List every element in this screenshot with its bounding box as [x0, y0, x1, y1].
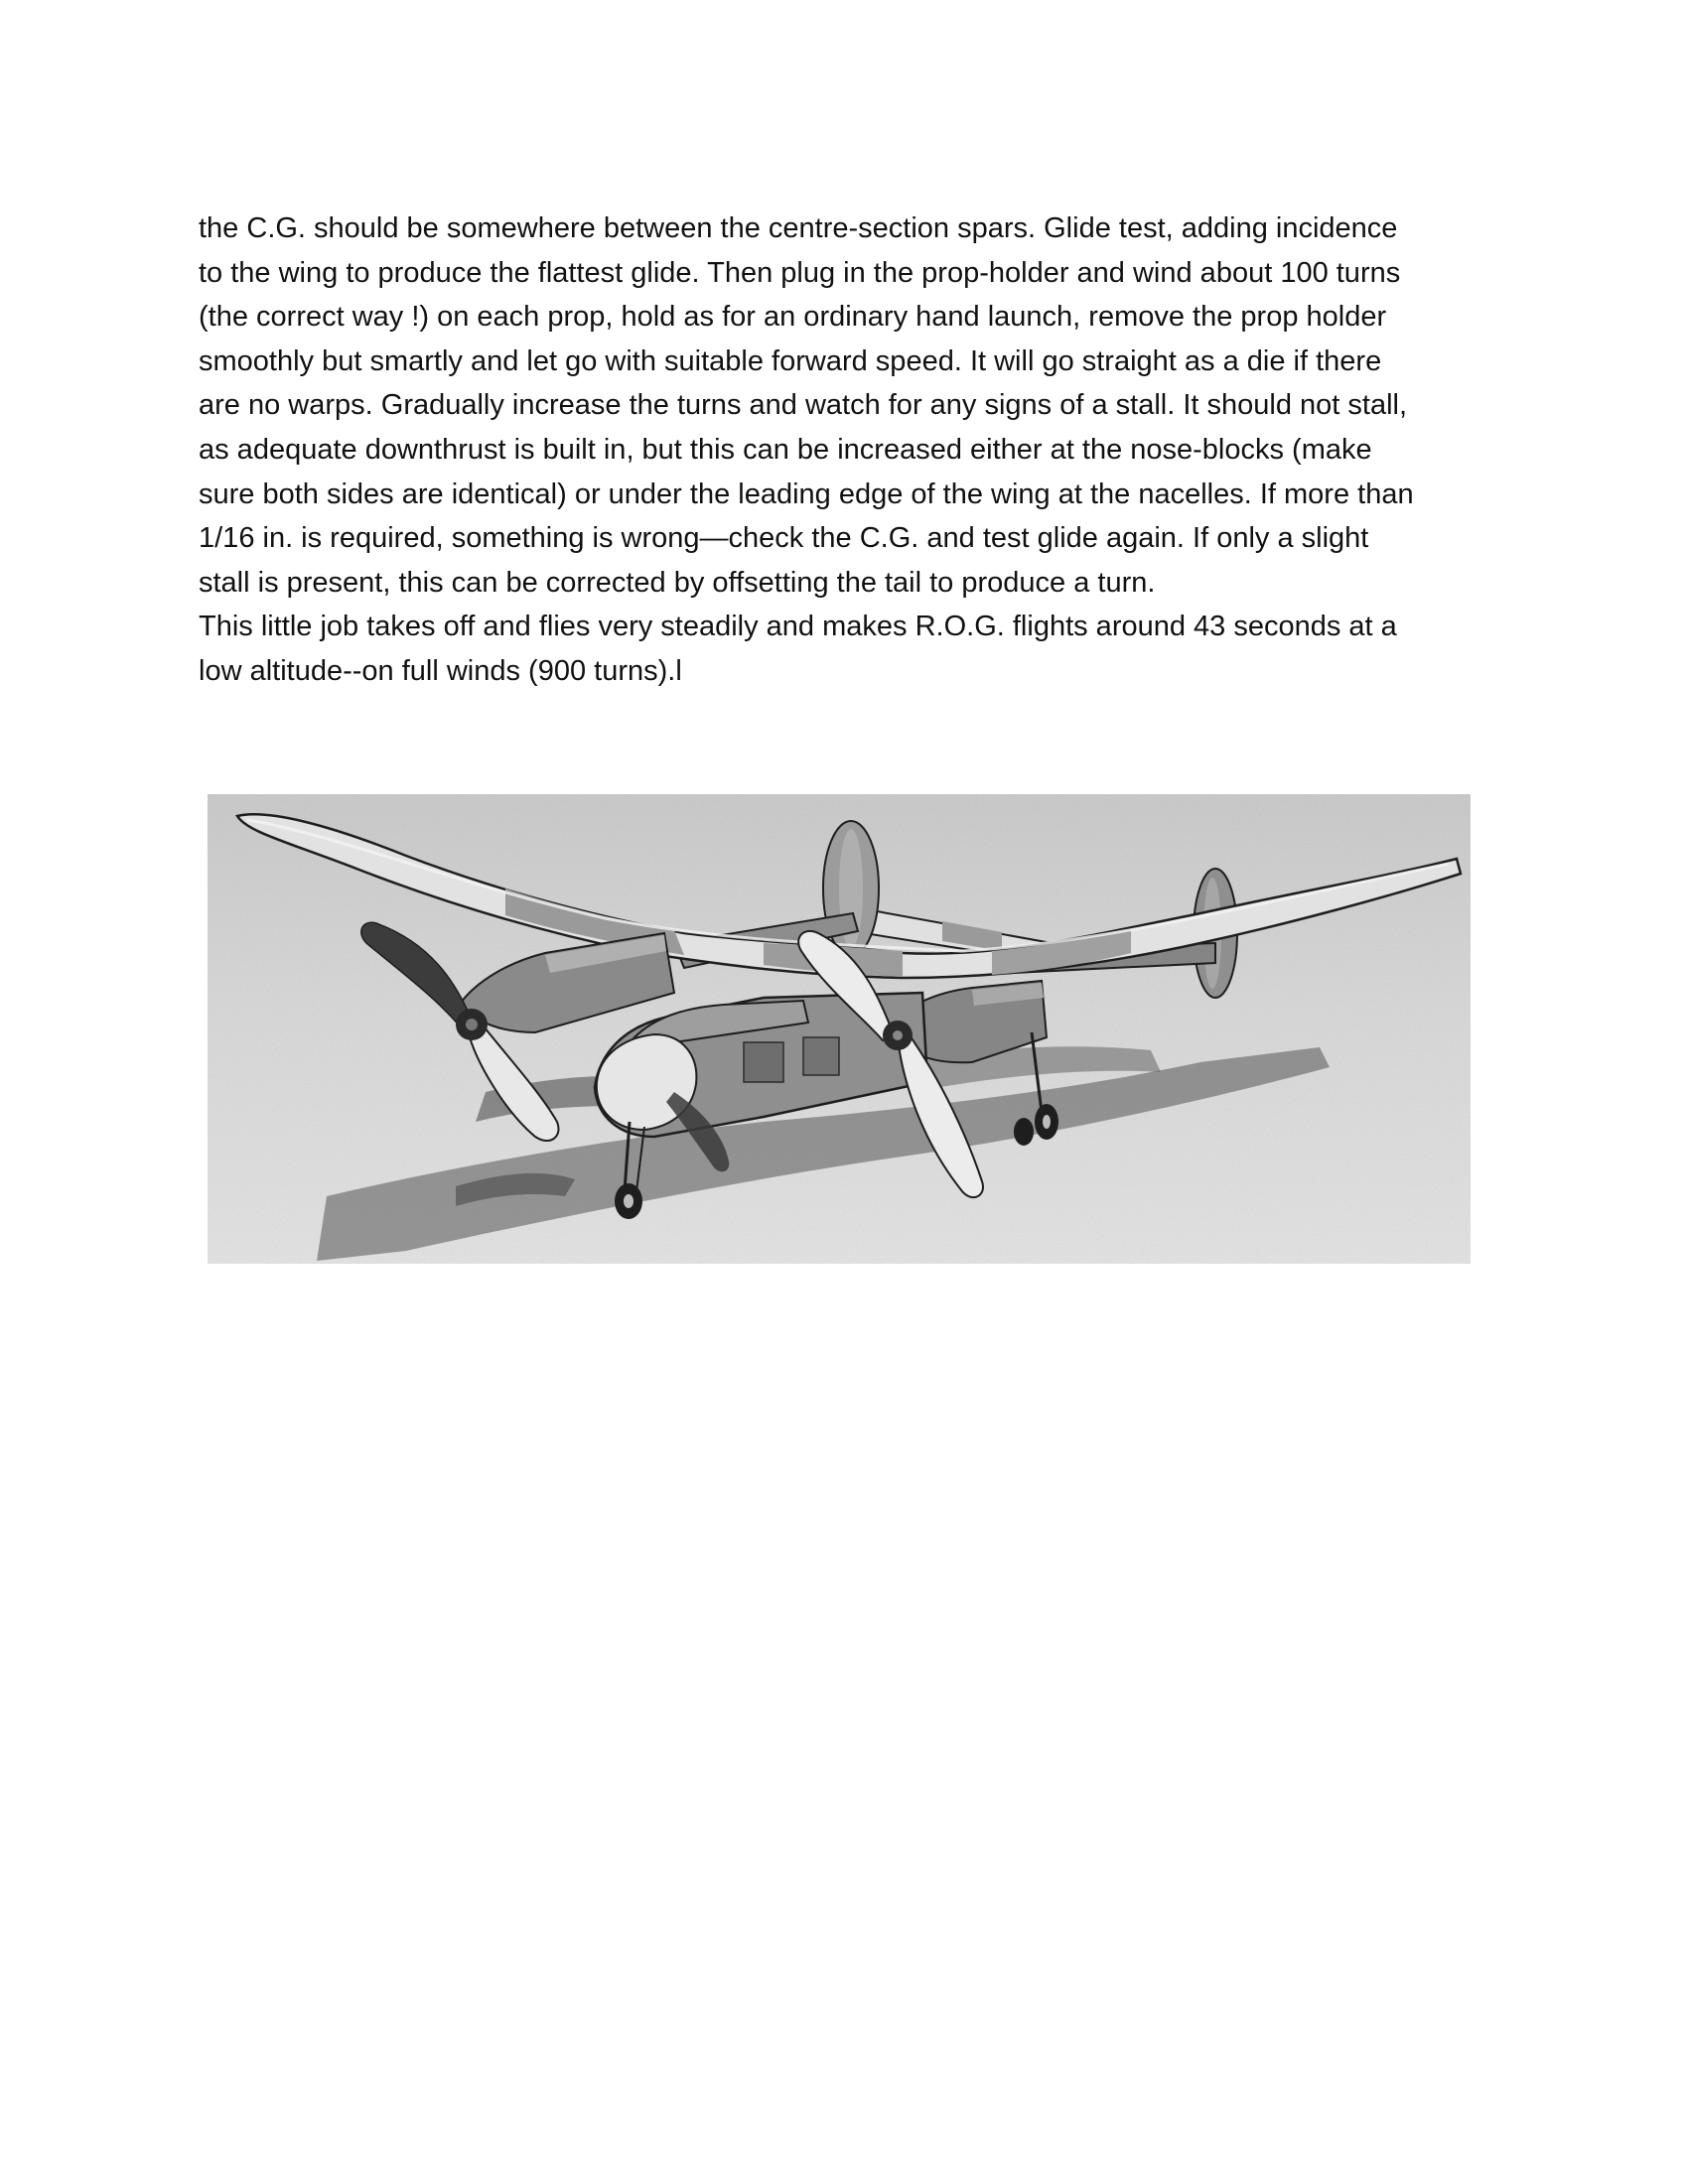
text-line: stall is present, this can be corrected by offsetting the tail to produce a turn.	[199, 566, 1156, 599]
text-line: smoothly but smartly and let go with suitable forward speed. It will go straight as a die if there	[199, 344, 1382, 377]
text-line: 1/16 in. is required, something is wrong—check the C.G. and test glide again. If only a slight	[199, 522, 1369, 555]
text-line: to the wing to produce the flattest glide. Then plug in the prop-holder and wind about 100 turns	[199, 256, 1401, 289]
body-text	[199, 206, 1509, 694]
text-line: are no warps. Gradually increase the turns and watch for any signs of a stall. It should not stall,	[199, 389, 1408, 422]
photo-illustration	[208, 794, 1471, 1264]
model-aircraft-photo	[208, 794, 1471, 1264]
text-line: as adequate downthrust is built in, but this can be increased either at the nose-blocks (make	[199, 433, 1372, 466]
text-line: sure both sides are identical) or under the leading edge of the wing at the nacelles. If more than	[199, 478, 1414, 510]
text-line: low altitude--on full winds (900 turns).l	[199, 654, 682, 687]
text-line: (the correct way !) on each prop, hold as for an ordinary hand launch, remove the prop holder	[199, 301, 1387, 334]
text-line: the C.G. should be somewhere between the centre-section spars. Glide test, adding incidence	[199, 212, 1398, 244]
text-line: This little job takes off and flies very steadily and makes R.O.G. flights around 43 seconds at a	[199, 611, 1397, 643]
